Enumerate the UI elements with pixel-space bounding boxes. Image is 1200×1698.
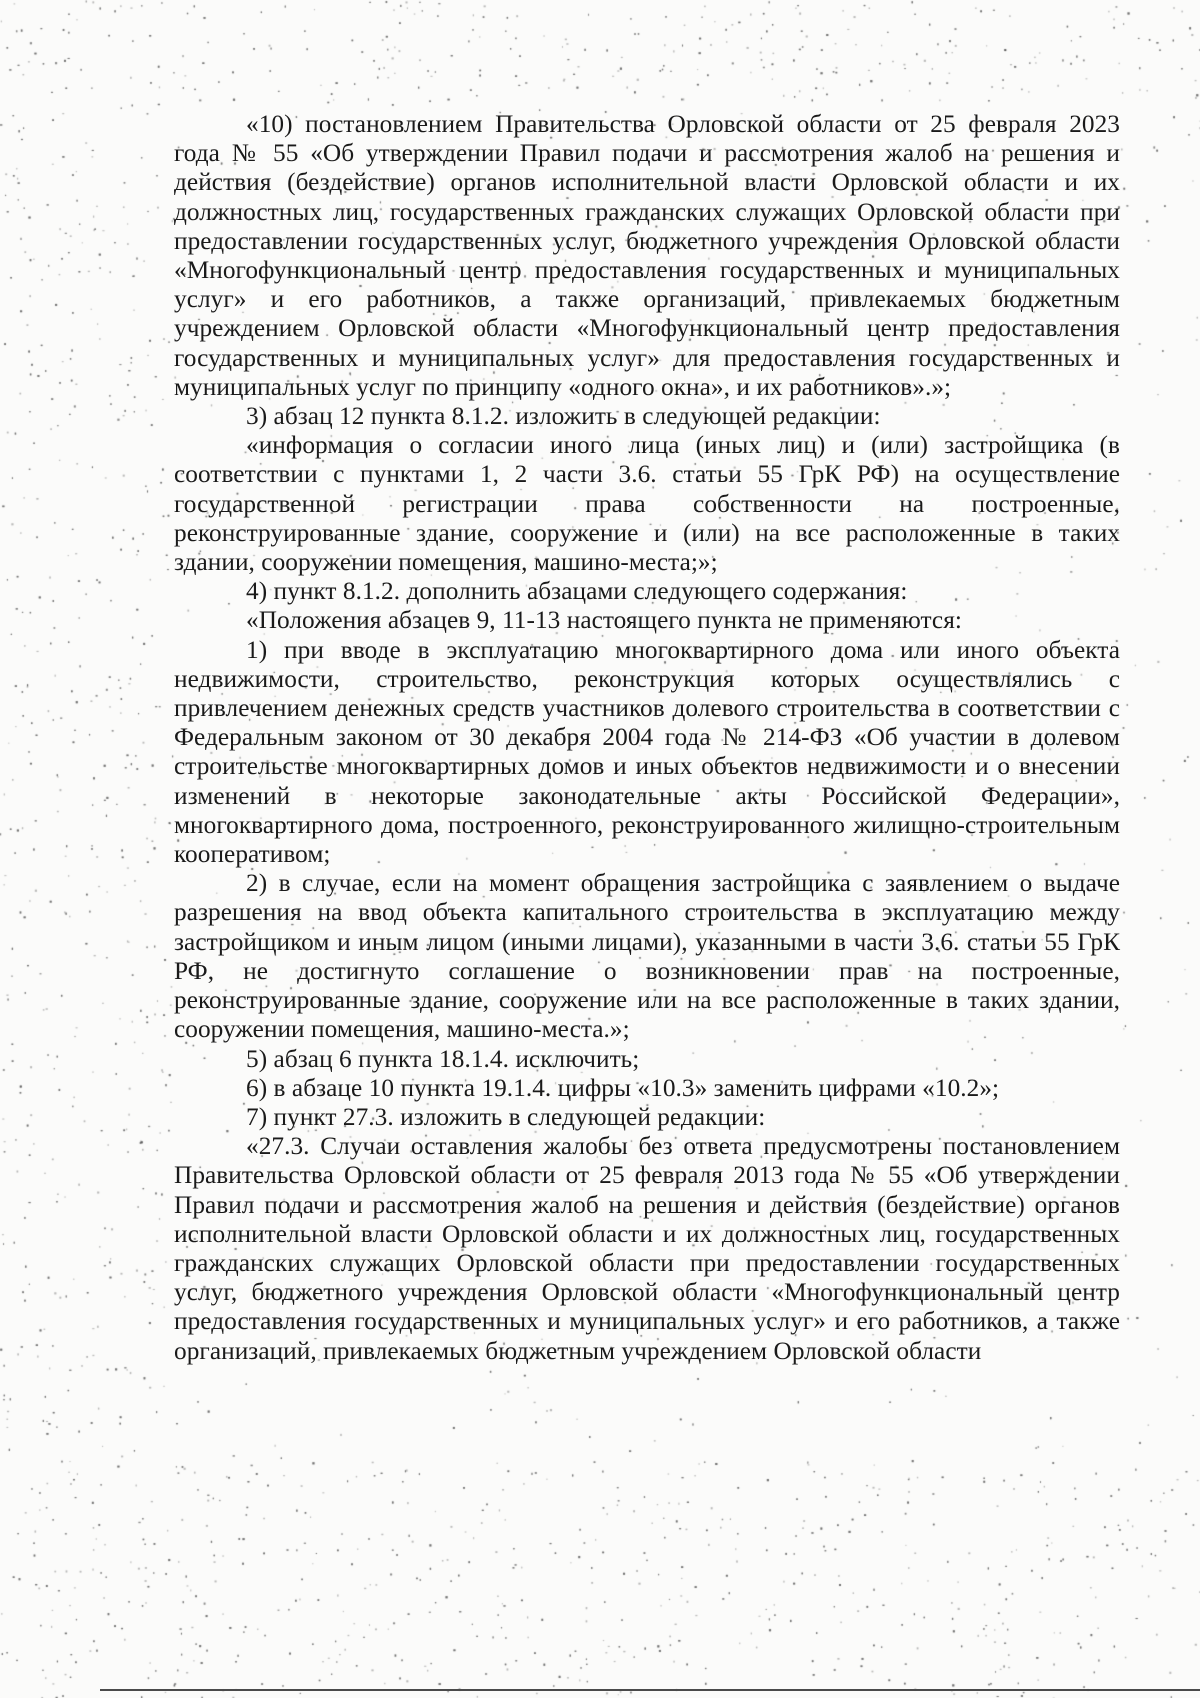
paragraph-amendment-6: 6) в абзаце 10 пункта 19.1.4. цифры «10.3» заменить цифрами «10.2»; [246,1073,1000,1102]
document-body [174,110,1120,1366]
scan-bottom-edge-line [100,1689,1200,1691]
paragraph-amendment-3: 3) абзац 12 пункта 8.1.2. изложить в следующей редакции: [246,402,881,431]
paragraph-clause-27-3: «27.3. Случаи оставления жалобы без ответа предусмотрены постановлением Правительства Орловской области от 25 февраля 2013 года № 55 «Об утверждении Правил подачи и рассмотрения жалоб на решения и действия (бездействие) органов исполнительной власти Орловской области и их должностных лиц, государственных гражданских служащих Орловской области при предоставлении государственных услуг, бюджетного учреждения Орловской области «Многофункциональный центр предоставления государственных и муниципальных услуг» и его работников, а также организаций, привлекаемых бюджетным учреждением Орловской области [174,1132,1120,1365]
paragraph-amendment-7: 7) пункт 27.3. изложить в следующей редакции: [246,1102,766,1131]
paragraph-amendment-5: 5) абзац 6 пункта 18.1.4. исключить; [246,1044,640,1073]
paragraph-exception-1: 1) при вводе в эксплуатацию многоквартирного дома или иного объекта недвижимости, строительство, реконструкция которых осуществлялись с привлечением денежных средств участников долевого строительства в соответствии с Федеральным законом от 30 декабря 2004 года № 214-ФЗ «Об участии в долевом строительстве многоквартирных домов и иных объектов недвижимости и о внесении изменений в некоторые законодательные акты Российской Федерации», многоквартирного дома, построенного, реконструированного жилищно-строительным кооперативом; [174,635,1120,869]
paragraph-amendment-4: 4) пункт 8.1.2. дополнить абзацами следующего содержания: [246,577,908,606]
paragraph-consent-info: «информация о согласии иного лица (иных лиц) и (или) застройщика (в соответствии с пунктами 1, 2 части 3.6. статьи 55 ГрК РФ) на осуществление государственной регистрации права собственности на построенные, реконструированные здание, сооружение и (или) на все расположенные в таких здании, сооружении помещения, машино-места;»; [174,431,1120,577]
paragraph-exception-2: 2) в случае, если на момент обращения застройщика с заявлением о выдаче разрешения на ввод объекта капитального строительства в эксплуатацию между застройщиком и иным лицом (иными лицами), указанными в части 3.6. статьи 55 ГрК РФ, не достигнуто соглашение о возникновении прав на построенные, реконструированные здание, сооружение или на все расположенные в таких здании, сооружении помещения, машино-места.»; [174,869,1120,1044]
paragraph-item-10-resolution: «10) постановлением Правительства Орловской области от 25 февраля 2023 года № 55 «Об утверждении Правил подачи и рассмотрения жалоб на решения и действия (бездействие) органов исполнительной власти Орловской области и их должностных лиц, государственных гражданских служащих Орловской области при предоставлении государственных услуг, бюджетного учреждения Орловской области «Многофункциональный центр предоставления государственных и муниципальных услуг» и его работников, а также организаций, привлекаемых бюджетным учреждением Орловской области «Многофункциональный центр предоставления государственных и муниципальных услуг» для предоставления государственных и муниципальных услуг по принципу «одного окна», и их работников».»; [174,110,1120,401]
paragraph-provisions-not-applied: «Положения абзацев 9, 11-13 настоящего пункта не применяются: [246,606,962,635]
